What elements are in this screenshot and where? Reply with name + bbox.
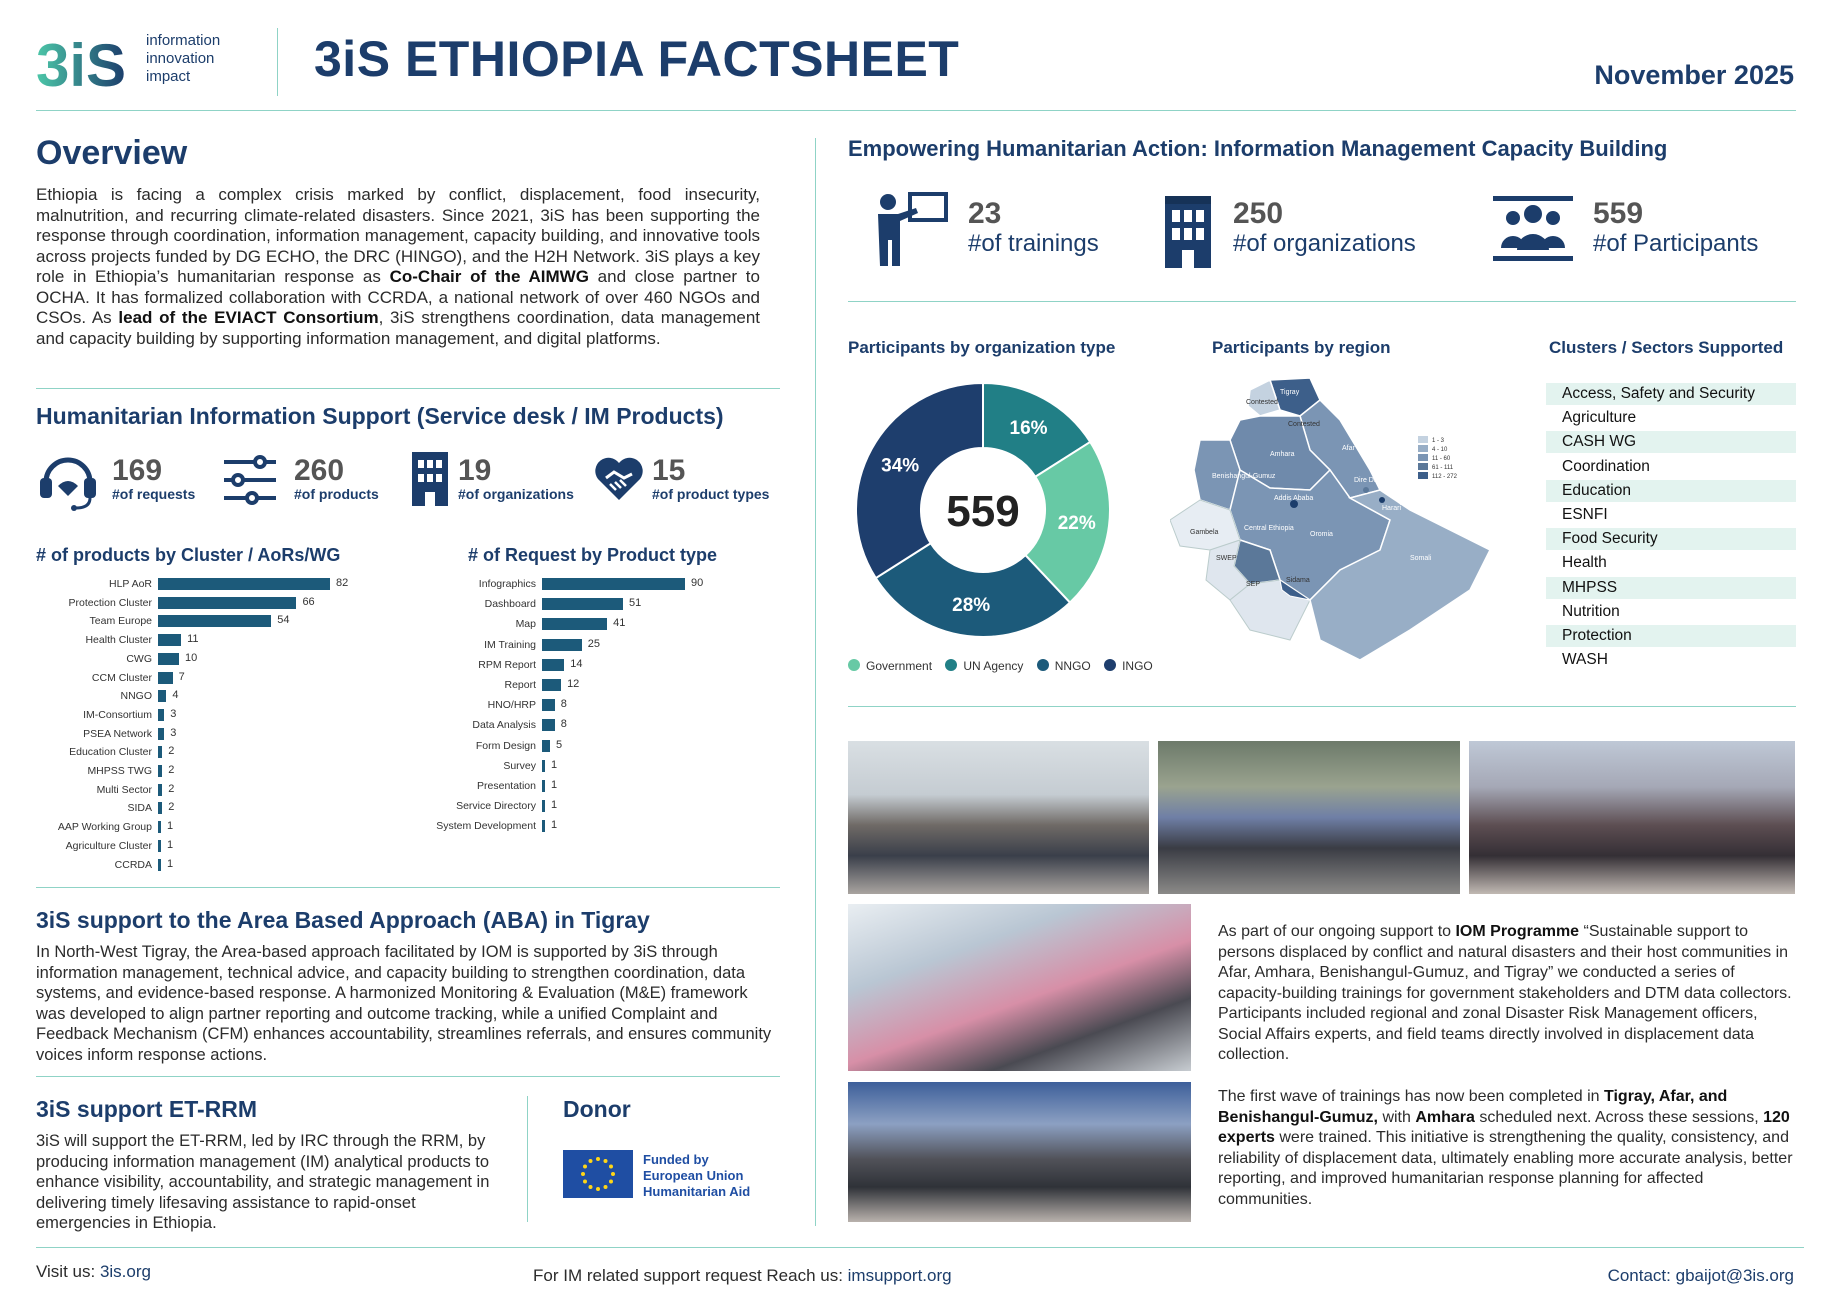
bar-row [36,652,370,666]
participants-value: 559 [1593,197,1644,230]
bar-row [420,597,725,611]
aba-text: In North-West Tigray, the Area-based approach facilitated by IOM is supported by 3iS through information management, technical advice, and capacity building to strengthen coordination, data systems, and evidence-based response. A harmonized Monitoring & Evaluation (M&E) framework was developed to align partner reporting and outcome tracking, while a unified Complaint and Feedback Mechanism (CFM) enhances accountability, streamlines referrals, and ensures community voices inform response actions. [36,943,772,1064]
bar-row [420,658,725,672]
bar-value-label: 25 [587,637,600,650]
bar-row [36,839,370,853]
bar-row [420,718,725,732]
bar-label: PSEA Network [83,727,152,740]
map-label-central: Central Ethiopia [1244,525,1294,532]
bar [158,672,173,684]
bar-value-label: 66 [302,595,315,608]
product-types-value: 15 [652,454,686,487]
bar-row [36,708,370,722]
donut-slice-label: 22% [1057,512,1096,534]
legend-nngo: NNGO [1037,659,1091,673]
bar [158,634,181,646]
his-heading: Humanitarian Information Support (Service desk / IM Products) [36,403,724,429]
bar-value-label: 8 [560,698,567,711]
bar-chart-product-types [420,577,780,837]
bar-value-label: 11 [187,633,199,646]
org-chart-title: Participants by organization type [848,338,1116,357]
bar-label: System Development [436,820,536,833]
legend-un-agency: UN Agency [945,659,1023,673]
group-icon [1493,194,1573,264]
product-types-label: #of product types [652,486,770,502]
map-label-afar: Afar [1342,445,1355,452]
map-label-contested-2: Contested [1288,421,1320,428]
his-stat-organizations [410,448,590,510]
photo-training-session-2 [848,1082,1191,1222]
bar-label: Health Cluster [85,634,152,647]
contact-email-link[interactable]: gbaijot@3is.org [1675,1266,1794,1285]
bar-row [420,759,725,773]
bar-value-label: 1 [167,857,174,870]
participants-label: #of Participants [1593,230,1759,257]
cap-organizations-label: #of organizations [1233,230,1416,257]
bar-label: Survey [503,759,536,772]
organizations-value: 19 [458,454,492,487]
bar [158,615,271,627]
bar-row [36,614,370,628]
bar [542,740,550,752]
logo-mark [36,30,146,96]
website-link[interactable]: 3is.org [99,1262,151,1281]
footer-visit: Visit us: 3is.org [36,1262,151,1281]
bar-label: CCM Cluster [91,671,152,684]
bar-label: Dashboard [484,598,536,611]
cluster-item: Education [1546,480,1796,502]
capacity-heading: Empowering Humanitarian Action: Information Management Capacity Building [848,136,1668,161]
donor-heading: Donor [563,1096,631,1122]
building-icon [1163,194,1213,270]
bar [158,728,164,740]
donut-slice-label: 16% [1009,418,1048,440]
donut-slice-label: 34% [881,455,920,477]
requests-value: 169 [112,454,163,487]
bar-value-label: 82 [336,577,349,589]
bar-value-label: 1 [551,779,558,791]
bar-label: Data Analysis [472,719,536,732]
bar-label: NNGO [120,690,152,703]
donut-legend [848,659,1153,673]
cluster-item: Coordination [1562,457,1650,475]
bar-value-label: 3 [170,726,177,739]
bar-value-label: 14 [570,657,583,670]
aba-heading: 3iS support to the Area Based Approach (ABA) in Tigray [36,907,650,933]
bar-value-label: 3 [170,707,177,720]
map-legend [1418,436,1458,480]
bar-label: CWG [126,652,152,665]
bar [542,659,564,671]
bar-value-label: 4 [172,689,179,702]
map-region-diredawa [1363,487,1369,493]
bar-label: Education Cluster [69,746,152,759]
donut-slice-ingo [856,383,983,578]
bar-row [36,577,370,591]
clusters-title: Clusters / Sectors Supported [1549,338,1784,357]
bar-label: HNO/HRP [487,699,536,712]
bar-row [36,764,370,778]
bar-label: Service Directory [456,800,536,813]
bar-label: IM Training [484,638,536,651]
bar-value-label: 8 [560,718,567,731]
trainings-value: 23 [968,197,1002,230]
photo-training-session-1 [848,904,1191,1071]
bar [542,578,685,590]
bar-label: SIDA [127,802,152,815]
bar [158,578,330,590]
eu-logo [563,1150,793,1202]
bar-row [420,678,725,692]
map-label-swep: SWEP [1216,555,1237,562]
bar [542,598,623,610]
bar [158,821,161,833]
bar-value-label: 5 [555,738,563,751]
footer-support: For IM related support request Reach us: imsupport.org [533,1266,952,1285]
bar [542,618,607,630]
page-title: 3iS ETHIOPIA FACTSHEET [314,31,960,87]
bar [158,597,296,609]
map-label-sep: SEP [1246,581,1261,588]
overview-heading: Overview [36,134,188,172]
bar-row [36,820,370,834]
bar-value-label: 54 [277,614,290,627]
bar-value-label: 1 [167,838,174,851]
bar-row [36,671,370,685]
bar-value-label: 51 [629,597,642,610]
bar-value-label: 41 [613,617,626,630]
bar-value-label: 2 [168,782,175,795]
cluster-item: ESNFI [1562,506,1608,523]
bar-label: HLP AoR [109,578,152,590]
bar-label: Map [515,618,536,631]
map-label-tigray: Tigray [1280,389,1300,396]
map-label-benishangul: Benishangul-Gumuz [1212,473,1276,480]
photo-training-group-3 [1469,741,1795,894]
bar-row [36,596,370,610]
report-date: November 2025 [1594,60,1794,90]
region-chart-title: Participants by region [1212,338,1391,357]
svg-text:112 - 272: 112 - 272 [1432,474,1457,480]
map-label-gambela: Gambela [1190,529,1219,536]
bar-row [420,799,725,813]
bar-label: CCRDA [114,858,152,871]
cluster-item: Nutrition [1562,602,1620,620]
bar-row [36,633,370,647]
bar-value-label: 2 [168,764,175,776]
headset-icon [36,448,100,512]
bar-row [420,617,725,631]
cap-stat-organizations [1163,190,1463,270]
cluster-item: Protection [1546,625,1796,647]
bar [542,719,555,731]
bar-label: Form Design [475,739,536,752]
bar [158,765,162,777]
bar-label: MHPSS TWG [87,765,152,777]
organizations-label: #of organizations [458,486,574,502]
bar-label: Report [504,679,536,691]
bar-row [420,577,725,591]
bar-value-label: 2 [168,801,175,814]
donut-center-total: 559 [946,487,1020,536]
iom-paragraph-1: As part of our ongoing support to IOM Programme “Sustainable support to persons displaced by conflict and natural disasters and their host communities in Afar, Amhara, Benishangul-Gumuz, and Tigray” we conducted a series of capacity-building trainings for government stakeholders and DTM data collectors. Participants included regional and zonal Disaster Risk Management officers, Social Affairs experts, and field teams directly involved in displacement data collection. [1218,923,1792,1063]
donut-chart [853,380,1113,640]
bar-row [420,779,725,793]
map-label-somali: Somali [1410,555,1432,562]
svg-text:61 - 111: 61 - 111 [1432,465,1454,471]
cluster-item: MHPSS [1546,577,1796,599]
bar-label: Infographics [478,578,536,590]
bar [542,780,545,792]
his-stat-requests [36,448,206,510]
legend-government: Government [848,659,932,673]
bar [158,690,166,702]
bar-value-label: 7 [178,670,185,683]
imsupport-link[interactable]: imsupport.org [847,1266,952,1285]
logo [36,30,246,96]
bar-row [420,638,725,652]
bar-label: Team Europe [89,615,152,628]
bar-value-label: 1 [551,799,558,812]
photo-training-group-2 [1158,741,1460,894]
tagline-line-3: impact [146,68,191,85]
overview-text: Ethiopia is facing a complex crisis marked by conflict, displacement, food insecurity, malnutrition, and recurring climate-related disasters. Since 2021, 3iS has been supporting the response through coordination, information management, capacity building, and innovative tools across projects funded by DG ECHO, the DRC (HINGO), and the H2H Network. 3iS plays a key role in Ethiopia’s humanitarian response as Co-Chair of the AIMWG and close partner to OCHA. It has formalized collaboration with CCRDA, a national network of over 460 NGOs and CSOs. As lead of the EVIACT Consortium, 3iS strengthens coordination, data management and capacity building by supporting information management, and digital platforms. [36,185,761,348]
etrrm-heading: 3iS support ET-RRM [36,1096,258,1122]
bar-label: IM-Consortium [83,708,152,721]
handshake-icon [594,454,644,504]
cluster-item: Access, Safety and Security [1546,383,1796,405]
chart-product-type-title: # of Request by Product type [468,545,718,565]
bar-value-label: 1 [551,758,558,771]
bar-row [36,801,370,815]
bar-row [36,745,370,759]
map-label-diredawa: Dire Dawa [1354,477,1387,484]
sliders-icon [222,452,278,508]
bar-row [36,783,370,797]
bar [158,840,161,852]
svg-text:3iS: 3iS [36,32,127,96]
bar-row [420,698,725,712]
trainer-icon [872,190,950,270]
map-label-contested-1: Contested [1246,399,1278,406]
bar-label: AAP Working Group [57,821,152,834]
donor-line-3: Humanitarian Aid [643,1184,751,1199]
bar [542,639,582,651]
bar-label: Agriculture Cluster [65,839,152,852]
bar [158,859,161,871]
cap-stat-trainings [872,190,1132,270]
map-label-sidama: Sidama [1286,577,1310,584]
chart-cluster-title: # of products by Cluster / AoRs/WG [36,545,341,565]
building-icon [410,450,450,508]
map-label-amhara: Amhara [1270,451,1295,458]
bar-label: Protection Cluster [68,596,152,609]
bar [158,746,162,758]
svg-text:4 - 10: 4 - 10 [1432,447,1448,453]
map-label-harari: Harari [1382,505,1402,512]
donor-line-1: Funded by [643,1152,709,1167]
bar-value-label: 1 [551,819,558,832]
donut-slice-label: 28% [952,594,991,616]
products-label: #of products [294,486,379,502]
trainings-label: #of trainings [968,230,1099,257]
tagline-line-2: innovation [146,50,215,67]
svg-text:1 - 3: 1 - 3 [1432,438,1445,444]
bar-value-label: 90 [691,577,704,589]
bar [158,709,164,721]
bar-value-label: 10 [184,651,198,664]
tagline-line-1: information [146,32,221,49]
bar-row [36,858,370,872]
bar-label: RPM Report [478,658,536,671]
bar [542,699,555,711]
legend-ingo: INGO [1104,659,1153,673]
cluster-item: CASH WG [1546,431,1796,453]
bar-value-label: 1 [167,820,174,833]
bar [158,653,179,665]
bar [542,760,545,772]
footer-contact: Contact: gbaijot@3is.org [1607,1266,1794,1285]
bar-chart-clusters [36,577,436,877]
cluster-item: WASH [1562,651,1608,669]
svg-text:11 - 60: 11 - 60 [1432,456,1451,462]
map-region-harari [1379,497,1385,503]
bar-row [36,727,370,741]
donor-line-2: European Union [643,1168,744,1183]
ethiopia-region-map [1170,370,1500,670]
his-stat-product-types [594,448,784,510]
eu-flag-icon [563,1150,633,1198]
cap-stat-participants [1493,190,1793,270]
cluster-item: Health [1562,554,1607,572]
map-label-addis: Addis Ababa [1274,495,1314,502]
bar-label: Presentation [477,780,536,792]
cluster-item: Food Security [1546,528,1796,550]
photo-training-group-1 [848,741,1149,894]
bar-value-label: 2 [168,745,175,758]
bar [158,784,162,796]
bar-row [420,739,725,753]
iom-paragraph-2: The first wave of trainings has now been completed in Tigray, Afar, and Benishangul-Gumuz, with Amhara scheduled next. Across these sessions, 120 experts were trained. This initiative is strengthening the quality, consistency, and reliability of displacement data, ultimately enabling more accurate analysis, better reporting, and improved humanitarian response planning for affected communities. [1218,1088,1793,1208]
bar [158,802,162,814]
bar-value-label: 12 [567,678,580,690]
cluster-item: Agriculture [1562,409,1637,427]
bar [542,800,545,812]
bar-label: Multi Sector [96,783,152,796]
requests-label: #of requests [112,486,196,502]
his-stat-products [222,448,392,510]
etrrm-text: 3iS will support the ET-RRM, led by IRC through the RRM, by producing information management (IM) analytical products to enhance visibility, accountability, and strategic management in delivering timely lifesaving assistance to rapid-onset emergencies in Ethiopia. [36,1132,490,1232]
bar [542,820,545,832]
bar-row [420,819,725,833]
cap-organizations-value: 250 [1233,197,1284,230]
map-label-oromia: Oromia [1310,531,1333,538]
products-value: 260 [294,454,345,487]
bar [542,679,561,691]
bar-row [36,689,370,703]
